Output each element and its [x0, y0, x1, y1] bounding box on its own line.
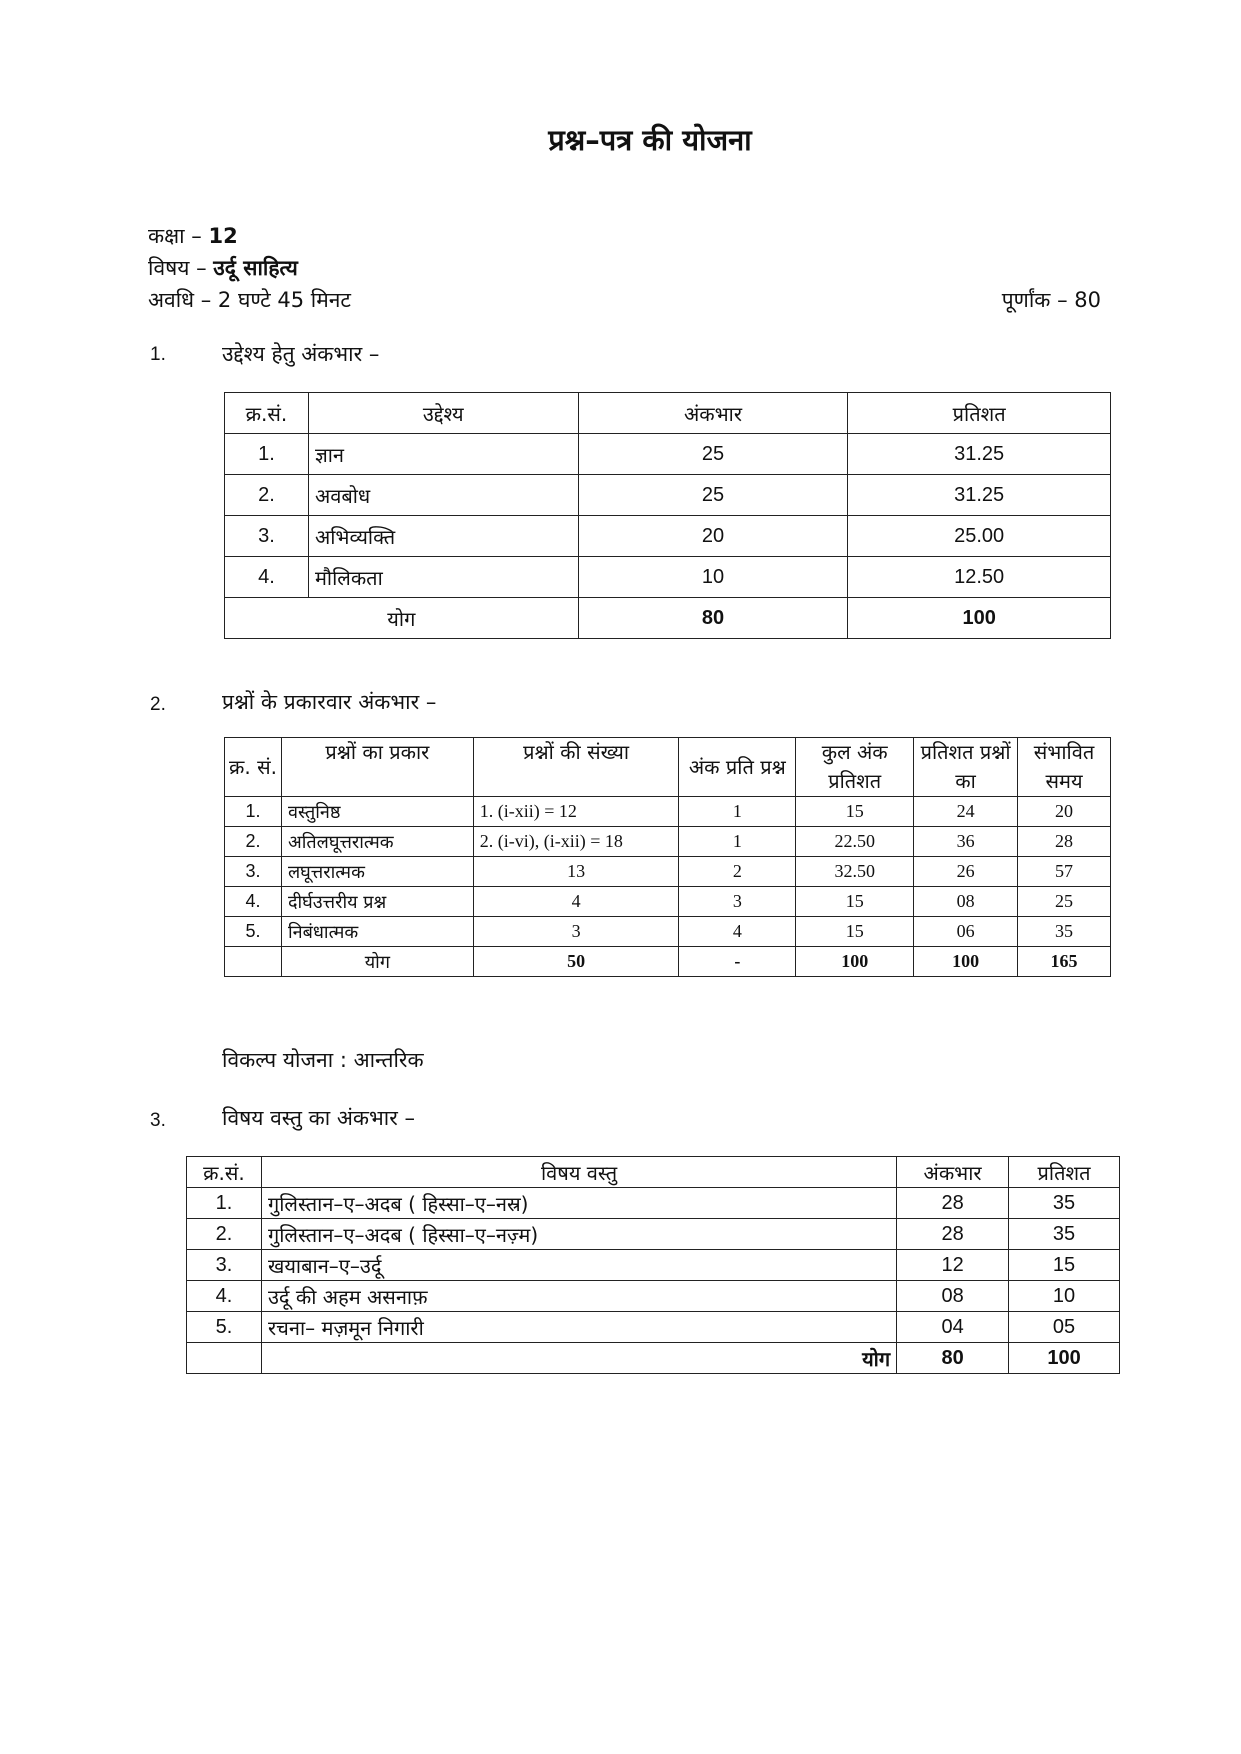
col-header: उद्देश्य [308, 393, 578, 434]
empty-cell [225, 947, 282, 977]
table-row [187, 1219, 1120, 1250]
content-cell: गुलिस्तान–ए–अदब ( हिस्सा–ए–नस्र) [261, 1188, 896, 1219]
table-total-row [225, 598, 1111, 639]
total-label: योग [225, 598, 579, 639]
marks-cell: 08 [897, 1281, 1009, 1312]
class-value: 12 [208, 224, 238, 248]
percent-cell: 35 [1009, 1219, 1120, 1250]
page-title: प्रश्न–पत्र की योजना [548, 123, 752, 157]
objective-cell: ज्ञान [308, 434, 578, 475]
table-row [225, 434, 1111, 475]
marks-per-question-cell: 4 [679, 917, 796, 947]
question-percent-cell: 08 [914, 887, 1018, 917]
col-header: प्रतिशत [1009, 1157, 1120, 1188]
percent-cell: 31.25 [848, 434, 1111, 475]
table-header-row [187, 1157, 1120, 1188]
serial-cell: 1. [225, 797, 282, 827]
col-header: प्रश्नों का प्रकार [281, 738, 473, 797]
table-row [187, 1312, 1120, 1343]
total-marks-percent-cell: 15 [796, 797, 914, 827]
subject-label: विषय – [148, 256, 207, 280]
col-header: प्रतिशत [848, 393, 1111, 434]
time-cell: 25 [1018, 887, 1111, 917]
time-cell: 57 [1018, 857, 1111, 887]
option-scheme: विकल्प योजना : आन्तरिक [222, 1048, 424, 1072]
question-type-cell: दीर्घउत्तरीय प्रश्न [281, 887, 473, 917]
col-header: क्र. सं. [225, 738, 282, 797]
section-2-number: 2. [150, 694, 166, 715]
col-header: अंक प्रति प्रश्न [679, 738, 796, 797]
serial-cell: 1. [187, 1188, 262, 1219]
table-row [187, 1188, 1120, 1219]
table-header-row [225, 393, 1111, 434]
question-type-cell: निबंधात्मक [281, 917, 473, 947]
percent-cell: 10 [1009, 1281, 1120, 1312]
time-cell: 35 [1018, 917, 1111, 947]
total-marks: 80 [897, 1343, 1009, 1374]
question-count-cell: 3 [473, 917, 679, 947]
section-3-number: 3. [150, 1110, 166, 1131]
total-marks-percent-cell: 15 [796, 917, 914, 947]
subject-line [148, 254, 298, 282]
question-type-cell: वस्तुनिष्ठ [281, 797, 473, 827]
serial-cell: 5. [225, 917, 282, 947]
col-header: अंकभार [897, 1157, 1009, 1188]
table-row [225, 917, 1111, 947]
question-type-cell: लघूत्तरात्मक [281, 857, 473, 887]
marks-cell: 25 [578, 475, 848, 516]
empty-cell [187, 1343, 262, 1374]
objective-weightage-table [224, 392, 1111, 639]
serial-cell: 2. [225, 827, 282, 857]
section-3-title: विषय वस्तु का अंकभार – [222, 1106, 415, 1130]
question-count-cell: 2. (i-vi), (i-xii) = 18 [473, 827, 679, 857]
total-question-percent: 100 [914, 947, 1018, 977]
question-percent-cell: 24 [914, 797, 1018, 827]
objective-cell: अभिव्यक्ति [308, 516, 578, 557]
table-header-row [225, 738, 1111, 797]
full-marks: पूर्णांक – 80 [1001, 288, 1101, 312]
serial-cell: 2. [225, 475, 309, 516]
question-percent-cell: 26 [914, 857, 1018, 887]
table-row [225, 827, 1111, 857]
col-header: कुल अंक प्रतिशत [796, 738, 914, 797]
content-cell: गुलिस्तान–ए–अदब ( हिस्सा–ए–नज़्म) [261, 1219, 896, 1250]
total-percent: 100 [848, 598, 1111, 639]
section-1-title: उद्देश्य हेतु अंकभार – [222, 342, 380, 366]
serial-cell: 3. [187, 1250, 262, 1281]
content-cell: रचना– मज़मून निगारी [261, 1312, 896, 1343]
total-label: योग [281, 947, 473, 977]
total-label: योग [261, 1343, 896, 1374]
table-row [225, 857, 1111, 887]
col-header: अंकभार [578, 393, 848, 434]
percent-cell: 31.25 [848, 475, 1111, 516]
serial-cell: 3. [225, 857, 282, 887]
question-type-cell: अतिलघूत्तरात्मक [281, 827, 473, 857]
time-cell: 28 [1018, 827, 1111, 857]
total-question-count: 50 [473, 947, 679, 977]
question-percent-cell: 36 [914, 827, 1018, 857]
content-weightage-table [186, 1156, 1120, 1374]
question-type-table [224, 737, 1111, 977]
marks-cell: 12 [897, 1250, 1009, 1281]
marks-cell: 20 [578, 516, 848, 557]
serial-cell: 1. [225, 434, 309, 475]
serial-cell: 5. [187, 1312, 262, 1343]
time-cell: 20 [1018, 797, 1111, 827]
marks-per-question-cell: 2 [679, 857, 796, 887]
marks-cell: 28 [897, 1219, 1009, 1250]
content-cell: खयाबान–ए–उर्दू [261, 1250, 896, 1281]
table-row [187, 1250, 1120, 1281]
class-line [148, 222, 238, 250]
question-count-cell: 4 [473, 887, 679, 917]
marks-per-question-cell: 3 [679, 887, 796, 917]
serial-cell: 2. [187, 1219, 262, 1250]
table-row [225, 887, 1111, 917]
table-row [225, 557, 1111, 598]
col-header: क्र.सं. [225, 393, 309, 434]
marks-per-question-cell: 1 [679, 827, 796, 857]
percent-cell: 15 [1009, 1250, 1120, 1281]
table-row [225, 797, 1111, 827]
total-marks: 80 [578, 598, 848, 639]
percent-cell: 25.00 [848, 516, 1111, 557]
total-percent: 100 [1009, 1343, 1120, 1374]
serial-cell: 4. [225, 557, 309, 598]
total-time: 165 [1018, 947, 1111, 977]
percent-cell: 12.50 [848, 557, 1111, 598]
total-marks-percent-cell: 32.50 [796, 857, 914, 887]
section-2-title: प्रश्नों के प्रकारवार अंकभार – [222, 690, 437, 714]
serial-cell: 3. [225, 516, 309, 557]
section-1-number: 1. [150, 344, 166, 365]
content-cell: उर्दू की अहम असनाफ़ [261, 1281, 896, 1312]
subject-value: उर्दू साहित्य [213, 256, 298, 280]
marks-cell: 10 [578, 557, 848, 598]
objective-cell: मौलिकता [308, 557, 578, 598]
total-marks-percent-cell: 15 [796, 887, 914, 917]
marks-cell: 25 [578, 434, 848, 475]
col-header: प्रतिशत प्रश्नों का [914, 738, 1018, 797]
col-header: विषय वस्तु [261, 1157, 896, 1188]
col-header: क्र.सं. [187, 1157, 262, 1188]
objective-cell: अवबोध [308, 475, 578, 516]
question-count-cell: 1. (i-xii) = 12 [473, 797, 679, 827]
class-label: कक्षा – [148, 224, 202, 248]
question-percent-cell: 06 [914, 917, 1018, 947]
total-marks-per-question: - [679, 947, 796, 977]
serial-cell: 4. [187, 1281, 262, 1312]
percent-cell: 35 [1009, 1188, 1120, 1219]
marks-cell: 28 [897, 1188, 1009, 1219]
duration: अवधि – 2 घण्टे 45 मिनट [148, 288, 352, 312]
percent-cell: 05 [1009, 1312, 1120, 1343]
col-header: प्रश्नों की संख्या [473, 738, 679, 797]
question-count-cell: 13 [473, 857, 679, 887]
table-total-row [225, 947, 1111, 977]
serial-cell: 4. [225, 887, 282, 917]
col-header: संभावित समय [1018, 738, 1111, 797]
marks-per-question-cell: 1 [679, 797, 796, 827]
table-row [225, 516, 1111, 557]
total-marks-percent: 100 [796, 947, 914, 977]
table-total-row [187, 1343, 1120, 1374]
table-row [187, 1281, 1120, 1312]
marks-cell: 04 [897, 1312, 1009, 1343]
total-marks-percent-cell: 22.50 [796, 827, 914, 857]
table-row [225, 475, 1111, 516]
